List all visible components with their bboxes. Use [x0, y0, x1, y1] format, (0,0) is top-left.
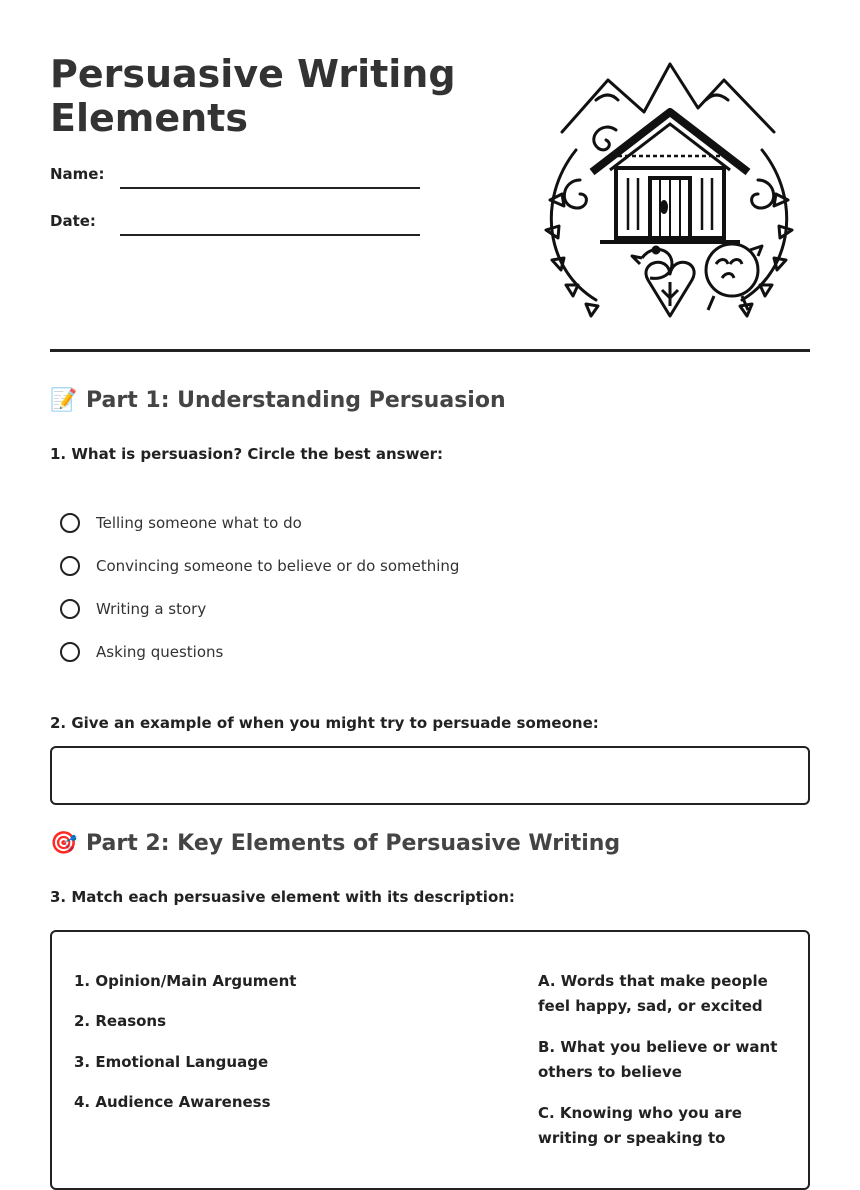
page-title: Persuasive Writing Elements — [50, 52, 456, 140]
part1-title: Part 1: Understanding Persuasion — [86, 388, 506, 413]
matching-box — [50, 930, 810, 1190]
option-label: Telling someone what to do — [96, 514, 302, 532]
element-item[interactable]: 4. Audience Awareness — [74, 1093, 271, 1111]
option-label: Asking questions — [96, 643, 224, 661]
description-item[interactable]: A. Words that make people feel happy, sad, or excited — [538, 972, 768, 1015]
name-field[interactable] — [120, 187, 420, 189]
date-field[interactable] — [120, 234, 420, 236]
part2-heading — [50, 831, 620, 856]
date-label: Date: — [50, 212, 96, 230]
name-label: Name: — [50, 165, 105, 183]
radio-circle[interactable] — [60, 599, 80, 619]
answer-box[interactable] — [50, 746, 810, 805]
description-item[interactable]: C. Knowing who you are writing or speaking to — [538, 1104, 742, 1147]
answer-option[interactable] — [60, 596, 206, 622]
element-item[interactable]: 2. Reasons — [74, 1012, 167, 1030]
element-item[interactable]: 3. Emotional Language — [74, 1053, 269, 1071]
element-item[interactable]: 1. Opinion/Main Argument — [74, 972, 297, 990]
part1-heading — [50, 388, 506, 413]
description-item[interactable]: B. What you believe or want others to believe — [538, 1038, 778, 1081]
option-label: Convincing someone to believe or do something — [96, 557, 460, 575]
radio-circle[interactable] — [60, 513, 80, 533]
question-3: 3. Match each persuasive element with its description: — [50, 888, 515, 906]
option-label: Writing a story — [96, 600, 207, 618]
part2-title: Part 2: Key Elements of Persuasive Writing — [86, 831, 621, 856]
target-icon: 🎯 — [50, 831, 78, 856]
radio-circle[interactable] — [60, 556, 80, 576]
header-divider — [50, 349, 810, 352]
carved-house-illustration-icon — [536, 60, 802, 324]
answer-option[interactable] — [60, 553, 459, 579]
question-2: 2. Give an example of when you might try to persuade someone: — [50, 714, 599, 732]
memo-icon: 📝 — [50, 388, 78, 413]
question-1: 1. What is persuasion? Circle the best answer: — [50, 445, 444, 463]
answer-option[interactable] — [60, 510, 302, 536]
radio-circle[interactable] — [60, 642, 80, 662]
answer-option[interactable] — [60, 639, 223, 665]
